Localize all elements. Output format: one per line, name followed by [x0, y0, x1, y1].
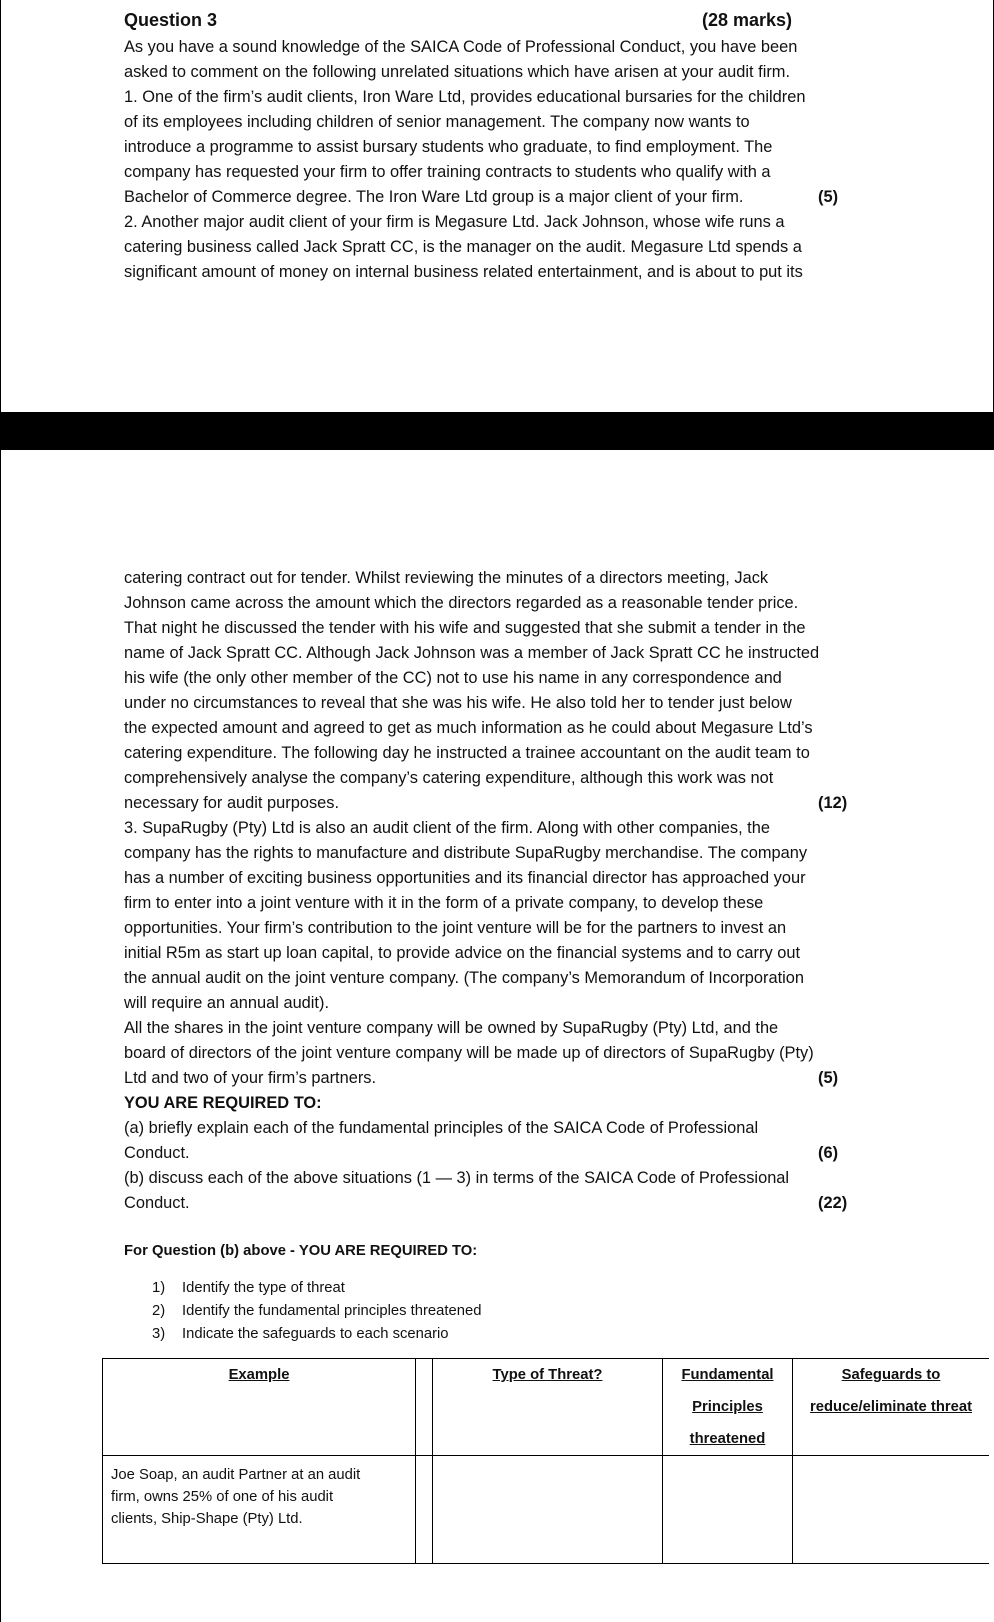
situation2-line: That night he discussed the tender with his wife and suggested that she submit a tender in the	[124, 619, 806, 637]
header-principles: threatened	[689, 1431, 766, 1447]
page-left-edge	[0, 0, 1, 412]
situation3-line: 3. SupaRugby (Pty) Ltd is also an audit client of the firm. Along with other companies, the	[124, 819, 770, 837]
situation1-line: of its employees including children of senior management. The company now wants to	[124, 113, 750, 131]
threat-type-cell[interactable]	[433, 1456, 663, 1564]
header-safeguards: reduce/eliminate threat	[810, 1399, 972, 1415]
situation2-line: 2. Another major audit client of your firm is Megasure Ltd. Jack Johnson, whose wife runs a	[124, 213, 785, 231]
situation3-marks: (5)	[818, 1069, 839, 1087]
step-number: 2)	[152, 1303, 166, 1319]
table-header-row	[103, 1359, 990, 1456]
situation2-line: the expected amount and agreed to get as much information as he could about Megasure Ltd’s	[124, 719, 813, 737]
page-left-edge	[0, 450, 1, 1622]
situation2-line: necessary for audit purposes.	[124, 794, 340, 812]
table-row	[103, 1456, 990, 1564]
intro-line: asked to comment on the following unrelated situations which have arisen at your audit firm.	[124, 63, 790, 81]
situation2-line: catering business called Jack Spratt CC, is the manager on the audit. Megasure Ltd spends a	[124, 238, 802, 256]
situation1-marks: (5)	[818, 188, 839, 206]
header-cell-principles	[663, 1359, 793, 1456]
question-b-heading: For Question (b) above - YOU ARE REQUIRED TO:	[124, 1243, 478, 1259]
header-principles: Fundamental	[681, 1367, 774, 1383]
required-heading: YOU ARE REQUIRED TO:	[124, 1094, 322, 1112]
step-text: Identify the fundamental principles threatened	[182, 1303, 482, 1319]
page-divider	[0, 412, 994, 450]
safeguards-cell[interactable]	[793, 1456, 990, 1564]
situation3-line: company has the rights to manufacture and distribute SupaRugby merchandise. The company	[124, 844, 808, 862]
situation2-line: name of Jack Spratt CC. Although Jack Johnson was a member of Jack Spratt CC he instructed	[124, 644, 820, 662]
required-a-line: (a) briefly explain each of the fundamental principles of the SAICA Code of Professional	[124, 1119, 759, 1137]
situation3-line: the annual audit on the joint venture company. (The company’s Memorandum of Incorporation	[124, 969, 804, 987]
example-text-line: Joe Soap, an audit Partner at an audit	[111, 1467, 361, 1483]
situation3-line: will require an annual audit).	[124, 994, 330, 1012]
situation1-line: introduce a programme to assist bursary students who graduate, to find employment. The	[124, 138, 773, 156]
situation3-line: Ltd and two of your firm’s partners.	[124, 1069, 377, 1087]
situation2-marks: (12)	[818, 794, 848, 812]
situation2-line: significant amount of money on internal business related entertainment, and is about to put its	[124, 263, 803, 281]
situation1-line: 1. One of the firm’s audit clients, Iron Ware Ltd, provides educational bursaries for the children	[124, 88, 806, 106]
required-b-line: (b) discuss each of the above situations (1 — 3) in terms of the SAICA Code of Professional	[124, 1169, 790, 1187]
situation3-line: firm to enter into a joint venture with it in the form of a private company, to develop these	[124, 894, 764, 912]
situation3-line: has a number of exciting business opportunities and its financial director has approached your	[124, 869, 806, 887]
step-text: Indicate the safeguards to each scenario	[182, 1326, 449, 1342]
header-cell-example	[103, 1359, 416, 1456]
situation1-line: Bachelor of Commerce degree. The Iron Ware Ltd group is a major client of your firm.	[124, 188, 744, 206]
situation3-line: board of directors of the joint venture company will be made up of directors of SupaRugby (Pty)	[124, 1044, 814, 1062]
step-number: 1)	[152, 1280, 166, 1296]
intro-line: As you have a sound knowledge of the SAICA Code of Professional Conduct, you have been	[124, 38, 798, 56]
header-cell-safeguards	[793, 1359, 990, 1456]
principles-cell[interactable]	[663, 1456, 793, 1564]
question-marks: (28 marks)	[702, 10, 793, 30]
situation2-line: comprehensively analyse the company’s catering expenditure, although this work was not	[124, 769, 774, 787]
situation3-line: opportunities. Your firm’s contribution to the joint venture will be for the partners to invest an	[124, 919, 787, 937]
header-example: Example	[228, 1367, 290, 1383]
situation2-line: under no circumstances to reveal that she was his wife. He also told her to tender just below	[124, 694, 792, 712]
situation3-line: initial R5m as start up loan capital, to provide advice on the financial systems and to carry out	[124, 944, 801, 962]
situation1-line: company has requested your firm to offer training contracts to students who qualify with a	[124, 163, 771, 181]
header-threat-type: Type of Threat?	[492, 1367, 603, 1383]
situation2-line: catering expenditure. The following day he instructed a trainee accountant on the audit team to	[124, 744, 810, 762]
required-b-marks: (22)	[818, 1194, 848, 1212]
required-b-line: Conduct.	[124, 1194, 190, 1212]
situation2-line: Johnson came across the amount which the directors regarded as a reasonable tender price.	[124, 594, 799, 612]
header-safeguards: Safeguards to	[841, 1367, 941, 1383]
situation2-line: catering contract out for tender. Whilst reviewing the minutes of a directors meeting, Jack	[124, 569, 769, 587]
header-principles: Principles	[692, 1399, 763, 1415]
spacer-cell	[416, 1359, 433, 1456]
question-title: Question 3	[124, 10, 218, 30]
spacer-cell	[416, 1456, 433, 1564]
example-text-line: clients, Ship-Shape (Pty) Ltd.	[111, 1511, 303, 1527]
required-a-marks: (6)	[818, 1144, 839, 1162]
example-cell	[103, 1456, 416, 1564]
example-text-line: firm, owns 25% of one of his audit	[111, 1489, 334, 1505]
threat-analysis-table	[102, 1358, 989, 1564]
required-a-line: Conduct.	[124, 1144, 190, 1162]
document-page-1	[0, 0, 994, 412]
step-number: 3)	[152, 1326, 166, 1342]
header-cell-threat-type	[433, 1359, 663, 1456]
situation2-line: his wife (the only other member of the CC) not to use his name in any correspondence and	[124, 669, 782, 687]
situation3-line: All the shares in the joint venture company will be owned by SupaRugby (Pty) Ltd, and the	[124, 1019, 779, 1037]
step-text: Identify the type of threat	[182, 1280, 345, 1296]
